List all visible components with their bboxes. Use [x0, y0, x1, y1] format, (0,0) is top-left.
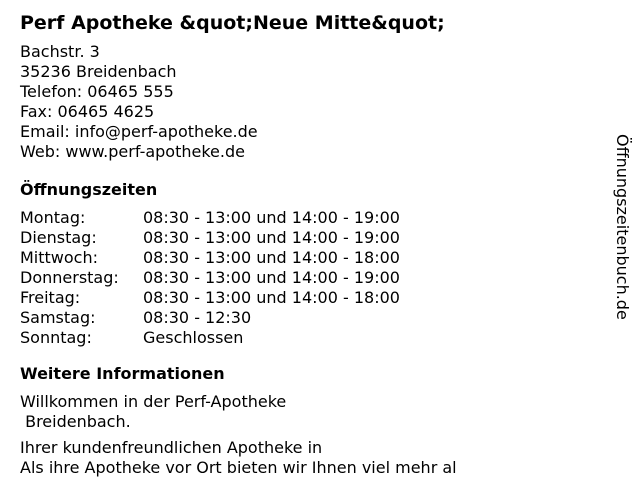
time-range: 08:30 - 13:00 und 14:00 - 19:00	[143, 208, 400, 227]
table-row	[20, 248, 400, 268]
day-label: Dienstag:	[20, 228, 97, 247]
opening-hours-heading: Öffnungszeiten	[20, 180, 158, 199]
site-name-vertical: Öffnungszeitenbuch.de	[613, 134, 632, 320]
table-row	[20, 288, 400, 308]
more-info-heading: Weitere Informationen	[20, 364, 225, 383]
table-row	[20, 228, 400, 248]
info-paragraph	[20, 438, 580, 478]
pharmacy-page	[20, 10, 580, 478]
website: Web: www.perf-apotheke.de	[20, 142, 245, 161]
day-label: Donnerstag:	[20, 268, 119, 287]
day-label: Sonntag:	[20, 328, 92, 347]
table-row	[20, 268, 400, 288]
site-watermark	[612, 134, 632, 334]
time-range: 08:30 - 13:00 und 14:00 - 19:00	[143, 228, 400, 247]
day-label: Montag:	[20, 208, 86, 227]
info-line: Willkommen in der Perf-Apotheke	[20, 392, 287, 411]
time-range: Geschlossen	[143, 328, 244, 347]
table-row	[20, 328, 400, 348]
time-range: 08:30 - 12:30	[143, 308, 252, 327]
day-label: Samstag:	[20, 308, 96, 327]
info-line: Als ihre Apotheke vor Ort bieten wir Ihnen viel mehr al	[20, 458, 457, 477]
email: Email: info@perf-apotheke.de	[20, 122, 258, 141]
pharmacy-name: Perf Apotheke &quot;Neue Mitte&quot;	[20, 12, 445, 34]
info-line: Breidenbach.	[20, 412, 131, 431]
address-block	[20, 42, 580, 162]
fax: Fax: 06465 4625	[20, 102, 155, 121]
table-row	[20, 208, 400, 228]
day-label: Mittwoch:	[20, 248, 98, 267]
info-paragraph	[20, 392, 580, 432]
time-range: 08:30 - 13:00 und 14:00 - 19:00	[143, 268, 400, 287]
day-label: Freitag:	[20, 288, 81, 307]
city: 35236 Breidenbach	[20, 62, 177, 81]
table-row	[20, 308, 400, 328]
time-range: 08:30 - 13:00 und 14:00 - 18:00	[143, 288, 400, 307]
info-line: Ihrer kundenfreundlichen Apotheke in	[20, 438, 323, 457]
phone: Telefon: 06465 555	[20, 82, 174, 101]
opening-hours-table	[20, 208, 400, 348]
time-range: 08:30 - 13:00 und 14:00 - 18:00	[143, 248, 400, 267]
street: Bachstr. 3	[20, 42, 100, 61]
